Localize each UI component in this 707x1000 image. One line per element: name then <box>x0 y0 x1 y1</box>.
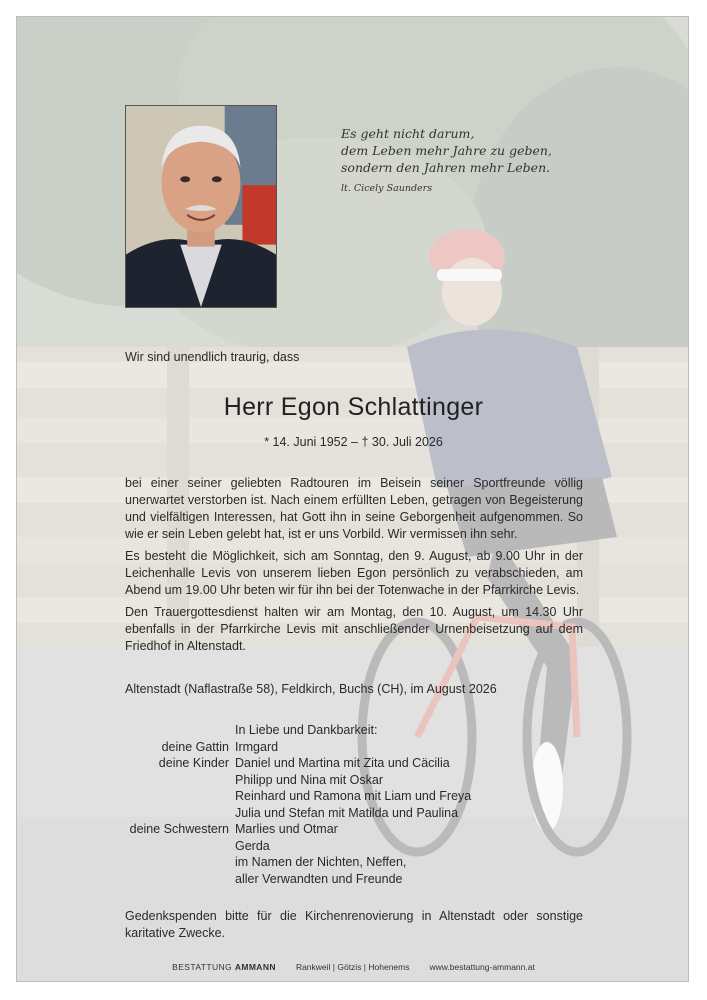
footer <box>17 962 689 972</box>
mourner-row <box>125 871 585 888</box>
mourner-names: im Namen der Nichten, Neffen, <box>235 855 407 869</box>
mourner-relation <box>125 788 235 805</box>
mourner-relation: deine Gattin <box>161 739 229 754</box>
intro-text: Wir sind unendlich traurig, dass <box>125 350 300 364</box>
mourner-relation <box>125 805 235 822</box>
funeral-paragraph: Den Trauergottesdienst halten wir am Montag, den 10. August, um 14.30 Uhr ebenfalls in der Pfarrkirche Levis mit anschließender Urnenbeisetzung auf dem Friedhof in Altenstadt. <box>125 605 583 653</box>
mourner-row <box>125 854 585 871</box>
mourner-names: In Liebe und Dankbarkeit: <box>235 723 378 737</box>
farewell-paragraph: Es besteht die Möglichkeit, sich am Sonntag, den 9. August, ab 9.00 Uhr in der Leichenhalle Levis von unserem lieben Egon persönlich zu verabschieden, am Abend um 19.00 Uhr beten wir für ihn bei der Totenwache in der Pfarrkirche Levis. <box>125 549 583 597</box>
firm-prefix: BESTATTUNG <box>172 962 233 972</box>
quote-line: dem Leben mehr Jahre zu geben, <box>341 143 552 158</box>
mourner-names: Philipp und Nina mit Oskar <box>235 772 383 787</box>
firm-logo <box>172 962 276 972</box>
mourner-relation <box>125 838 235 855</box>
mourner-names: Daniel und Martina mit Zita und Cäcilia <box>235 756 450 770</box>
mourner-names: Julia und Stefan mit Matilda und Paulina <box>235 805 459 820</box>
mourner-names: Gerda <box>235 838 270 853</box>
mourner-row <box>125 788 585 805</box>
mourner-relation <box>125 871 235 888</box>
mourner-relation <box>125 722 235 739</box>
place-date: Altenstadt (Naflastraße 58), Feldkirch, Buchs (CH), im August 2026 <box>125 682 497 696</box>
mourner-row <box>125 821 585 838</box>
mourner-relation <box>125 854 235 871</box>
mourner-names: aller Verwandten und Freunde <box>235 871 403 886</box>
obituary-card <box>16 16 689 982</box>
donation-note: Gedenkspenden bitte für die Kirchenrenovierung in Altenstadt oder sonstige karitative Zwecke. <box>125 909 583 940</box>
mourner-relation: deine Schwestern <box>129 822 229 836</box>
mourner-names: Reinhard und Ramona mit Liam und Freya <box>235 789 472 803</box>
mourner-row <box>125 722 585 739</box>
mourner-names: Marlies und Otmar <box>235 822 338 836</box>
mourners-list <box>125 722 585 887</box>
deceased-name: Herr Egon Schlattinger <box>223 393 484 421</box>
firm-name: AMMANN <box>234 962 276 972</box>
mourner-relation: deine Kinder <box>158 756 229 770</box>
mourner-row <box>125 755 585 772</box>
quote-line: Es geht nicht darum, <box>341 126 475 141</box>
firm-website[interactable]: www.bestattung-ammann.at <box>429 962 535 972</box>
firm-locations: Rankweil | Götzis | Hohenems <box>295 962 410 972</box>
mourner-row <box>125 772 585 789</box>
mourner-row <box>125 838 585 855</box>
mourner-names: Irmgard <box>235 739 279 754</box>
quote-author: lt. Cicely Saunders <box>341 183 433 194</box>
announcement-paragraph: bei einer seiner geliebten Radtouren im Beisein seiner Sportfreunde völlig unerwartet verstorben ist. Nach einem erfüllten Leben, getragen von Begeisterung und vielfältigen Interessen, hat Gott ihn in seine Geborgenheit aufgenommen. So wie er sein Leben gelebt hat, ist er uns Vorbild. Wir vermissen ihn sehr. <box>125 476 583 541</box>
life-dates: * 14. Juni 1952 – † 30. Juli 2026 <box>264 435 443 449</box>
mourner-row <box>125 805 585 822</box>
quote <box>341 125 641 197</box>
mourner-row <box>125 739 585 756</box>
portrait-photo <box>125 105 277 308</box>
quote-line: sondern den Jahren mehr Leben. <box>341 160 551 175</box>
mourner-relation <box>125 772 235 789</box>
